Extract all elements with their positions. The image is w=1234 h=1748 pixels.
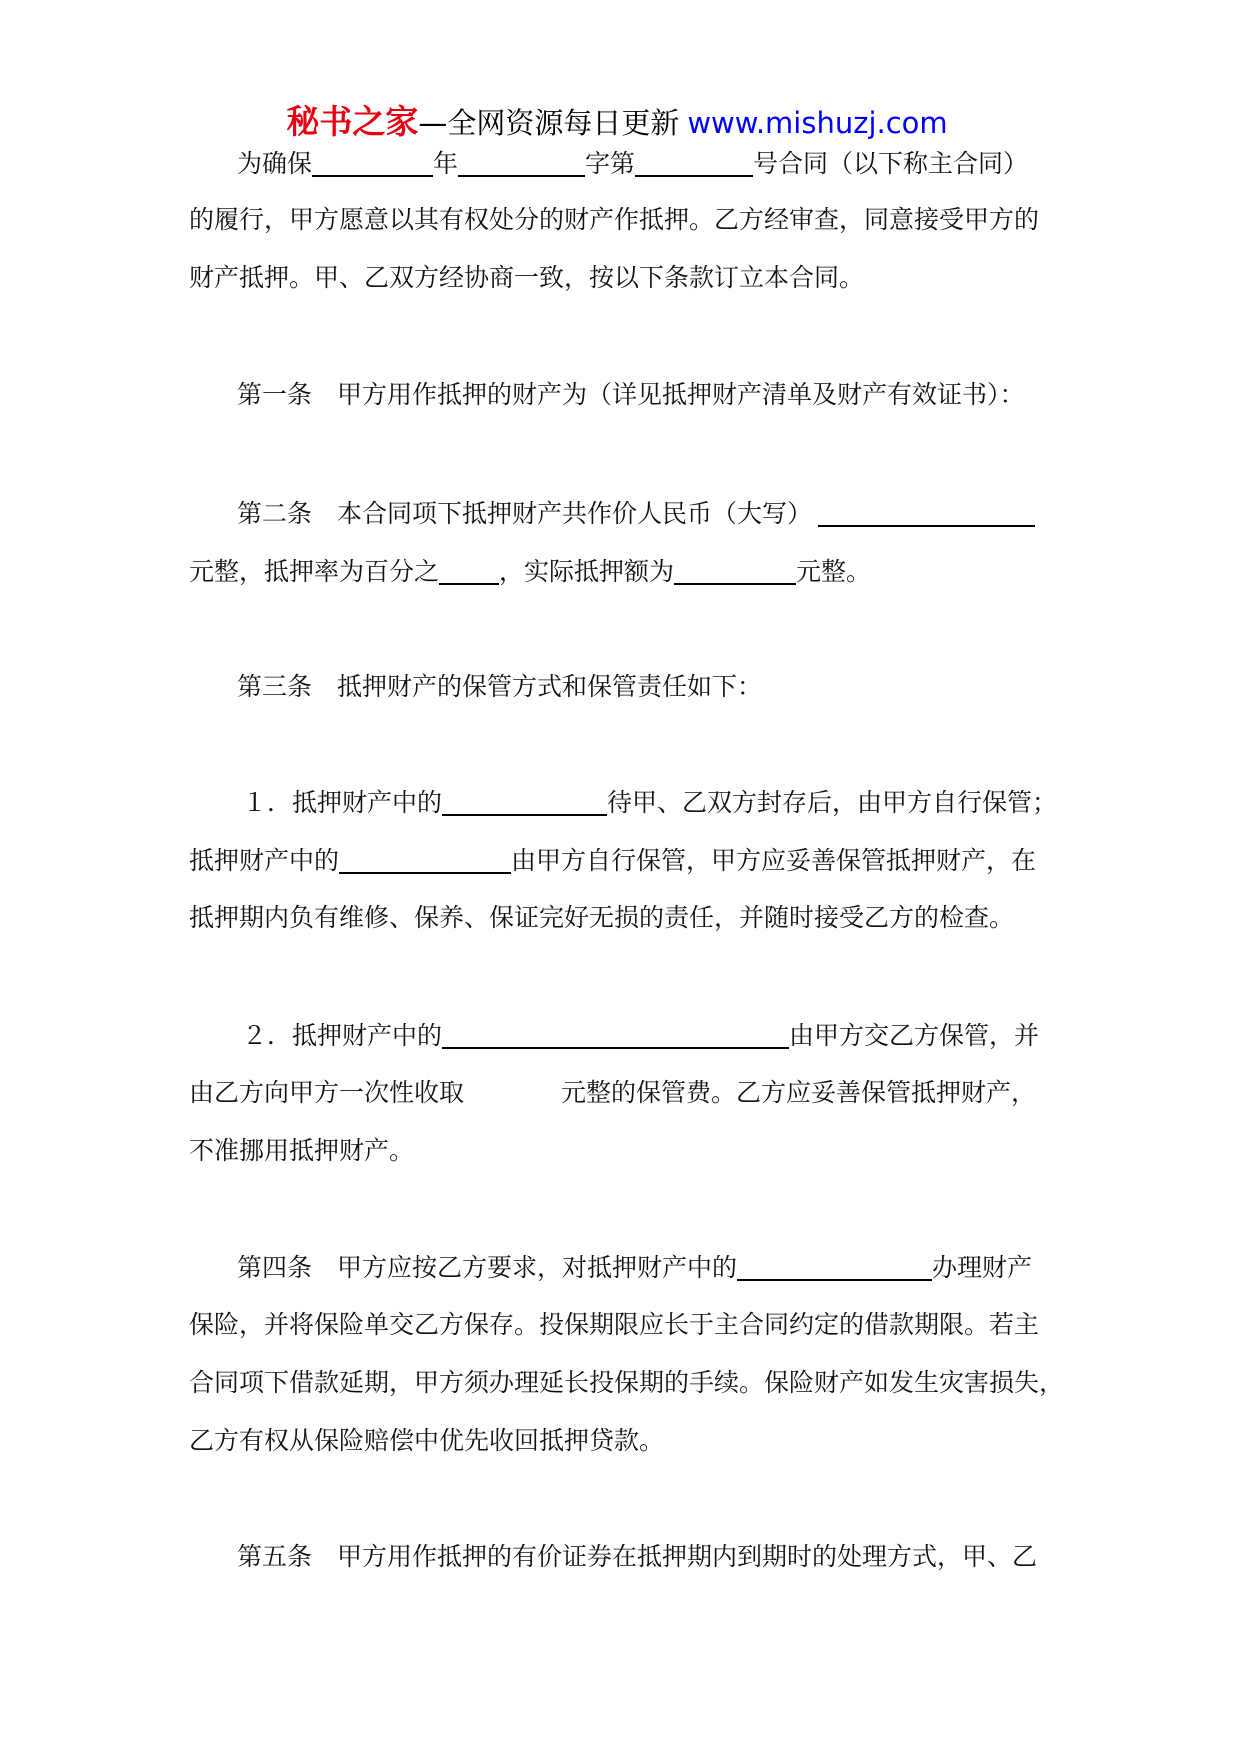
article-2-text: 第二条 本合同项下抵押财产共作价人民币（大写） <box>237 499 813 528</box>
intro-text: 为确保 <box>237 149 313 178</box>
intro-text: 年 <box>433 149 459 178</box>
article-1-line-1: 第一条 甲方用作抵押的财产为（详见抵押财产清单及财产有效证书）： <box>237 380 1025 409</box>
blank-year-field <box>312 175 433 177</box>
item-1-line-2 <box>189 843 1036 879</box>
article-2-text: 元整。 <box>796 557 872 586</box>
article-2-line-1 <box>237 496 1035 532</box>
blank-rate-field <box>439 583 499 585</box>
item-2-text: ２．抵押财产中的 <box>242 1021 443 1050</box>
intro-text: 号合同（以下称主合同） <box>753 149 1029 178</box>
article-4-text: 办理财产 <box>932 1253 1033 1282</box>
article-4-text: 第四条 甲方应按乙方要求，对抵押财产中的 <box>237 1253 738 1282</box>
site-brand: 秘书之家 <box>286 102 419 141</box>
item-2-text: 由甲方交乙方保管，并 <box>789 1021 1040 1050</box>
item-1-text: 抵押财产中的 <box>189 846 340 875</box>
article-4-line-3: 合同项下借款延期，甲方须办理延长投保期的手续。保险财产如发生灾害损失， <box>189 1368 1065 1397</box>
site-tagline: —全网资源每日更新 <box>418 106 680 140</box>
item-2-text: 元整的保管费。乙方应妥善保管抵押财产， <box>561 1078 1037 1107</box>
article-4-line-4: 乙方有权从保险赔偿中优先收回抵押贷款。 <box>189 1426 665 1455</box>
article-3-line-1: 第三条 抵押财产的保管方式和保管责任如下： <box>237 672 763 701</box>
site-url-link[interactable]: www.mishuzj.com <box>687 106 948 140</box>
item-2-text: 由乙方向甲方一次性收取 <box>189 1078 465 1107</box>
site-header <box>0 100 1234 144</box>
article-4-line-2: 保险，并将保险单交乙方保存。投保期限应长于主合同约定的借款期限。若主 <box>189 1310 1040 1339</box>
item-1-text: １．抵押财产中的 <box>242 788 443 817</box>
blank-self-kept-property-field <box>339 872 511 874</box>
article-2-text: ，实际抵押额为 <box>499 557 675 586</box>
article-2-text: 元整，抵押率为百分之 <box>189 557 440 586</box>
blank-insured-property-field <box>737 1279 932 1281</box>
blank-prefix-field <box>458 175 585 177</box>
blank-transferred-property-field <box>442 1047 789 1049</box>
blank-number-field <box>635 175 753 177</box>
item-1-text: 待甲、乙双方封存后，由甲方自行保管； <box>607 788 1058 817</box>
blank-sealed-property-field <box>442 814 607 816</box>
article-5-line-1: 第五条 甲方用作抵押的有价证券在抵押期内到期时的处理方式，甲、乙 <box>237 1542 1038 1571</box>
article-4-line-1 <box>237 1250 1032 1286</box>
item-1-line-3: 抵押期内负有维修、保养、保证完好无损的责任，并随时接受乙方的检查。 <box>189 903 1015 932</box>
intro-line-2: 的履行，甲方愿意以其有权处分的财产作抵押。乙方经审查，同意接受甲方的 <box>189 205 1040 234</box>
item-2-line-2 <box>189 1075 1036 1111</box>
article-2-line-2 <box>189 554 871 590</box>
blank-actual-amount-field <box>674 583 796 585</box>
item-2-line-1 <box>242 1018 1039 1054</box>
item-1-text: 由甲方自行保管，甲方应妥善保管抵押财产，在 <box>511 846 1037 875</box>
intro-text: 字第 <box>585 149 636 178</box>
item-2-line-3: 不准挪用抵押财产。 <box>189 1136 415 1165</box>
item-1-line-1 <box>242 785 1057 821</box>
intro-line-1 <box>237 146 1028 182</box>
intro-line-3: 财产抵押。甲、乙双方经协商一致，按以下条款订立本合同。 <box>189 263 865 292</box>
blank-amount-uppercase-field <box>818 525 1035 527</box>
